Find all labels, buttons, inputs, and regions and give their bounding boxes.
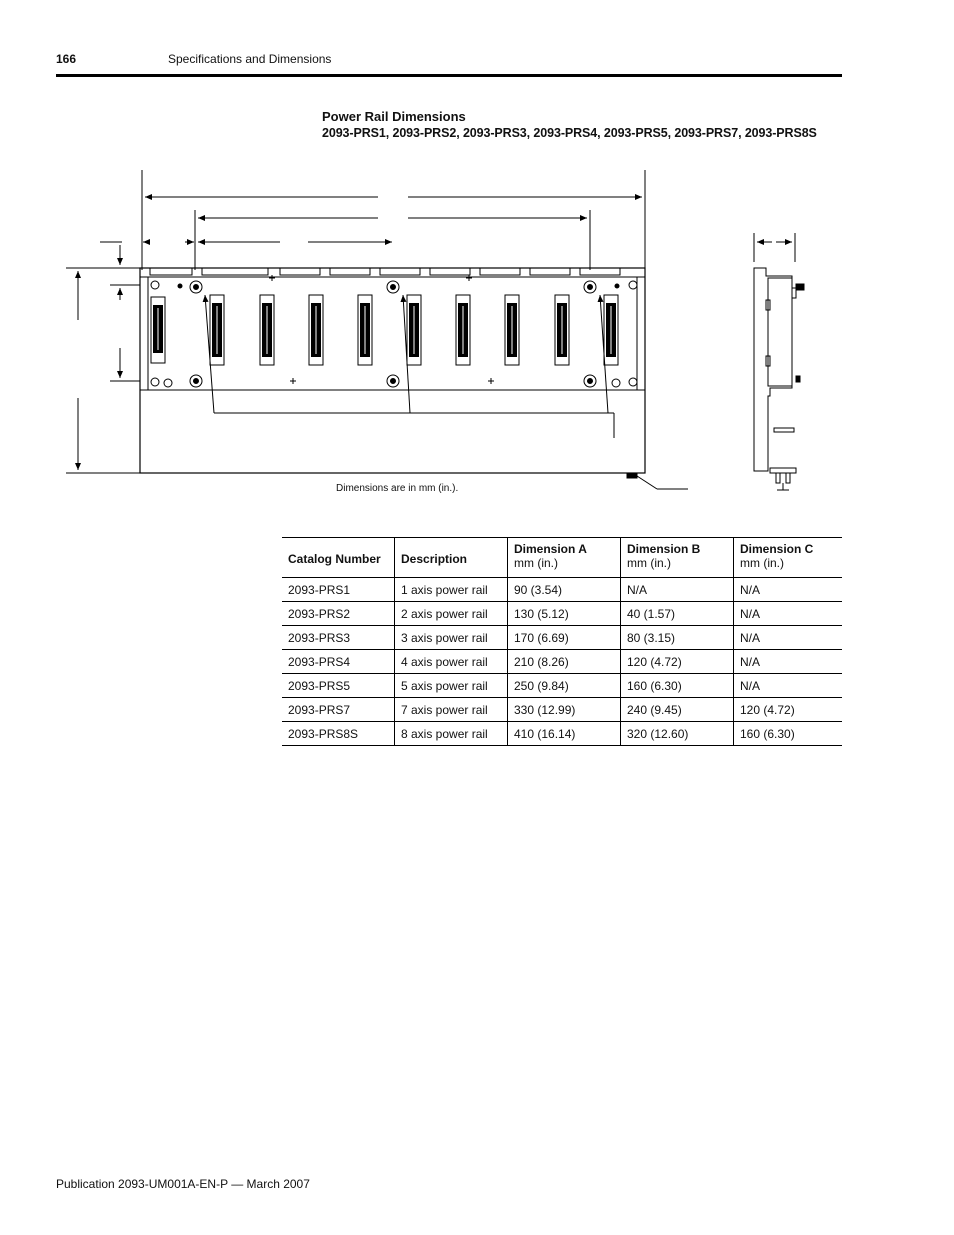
cell-dimension-a: 90 (3.54) <box>508 578 621 602</box>
col-dimension-a: Dimension A mm (in.) <box>508 538 621 578</box>
figure-subtitle: 2093-PRS1, 2093-PRS2, 2093-PRS3, 2093-PRS4, 2093-PRS5, 2093-PRS7, 2093-PRS8S <box>322 126 817 140</box>
cell-dimension-b: 40 (1.57) <box>621 602 734 626</box>
side-view <box>754 233 804 490</box>
connector-slots <box>151 295 618 365</box>
figure-title: Power Rail Dimensions <box>322 109 466 124</box>
cell-dimension-a: 250 (9.84) <box>508 674 621 698</box>
cell-description: 1 axis power rail <box>395 578 508 602</box>
cell-dimension-c: N/A <box>740 631 761 645</box>
table-row <box>282 626 842 650</box>
publication-footer: Publication 2093-UM001A-EN-P — March 2007 <box>56 1177 310 1191</box>
cell-catalog-number: 2093-PRS3 <box>282 626 395 650</box>
table-row <box>282 674 842 698</box>
table-row <box>282 650 842 674</box>
cell-description: 5 axis power rail <box>395 674 508 698</box>
cell-description: 4 axis power rail <box>395 650 508 674</box>
page-number: 166 <box>56 52 77 66</box>
cell-dimension-c: N/A <box>740 655 761 669</box>
table-row <box>282 698 842 722</box>
dimensions-table <box>282 537 842 746</box>
cell-dimension-a: 210 (8.26) <box>508 650 621 674</box>
col-catalog-number: Catalog Number <box>282 538 395 578</box>
dimension-b-line <box>195 210 590 270</box>
cell-dimension-a: 130 (5.12) <box>508 602 621 626</box>
cell-dimension-b: 240 (9.45) <box>621 698 734 722</box>
dimension-note: Dimensions are in mm (in.). <box>336 483 459 494</box>
table-row <box>282 722 842 746</box>
cell-description: 8 axis power rail <box>395 722 508 746</box>
cell-catalog-number: 2093-PRS4 <box>282 650 395 674</box>
cell-dimension-b: N/A <box>621 578 734 602</box>
table-header-row <box>282 538 842 578</box>
table-row <box>282 602 842 626</box>
cell-dimension-c: N/A <box>740 583 761 597</box>
table-row <box>282 578 842 602</box>
cell-catalog-number: 2093-PRS1 <box>282 578 395 602</box>
cell-dimension-b: 160 (6.30) <box>621 674 734 698</box>
cell-dimension-a: 330 (12.99) <box>508 698 621 722</box>
cell-dimension-c: N/A <box>740 607 761 621</box>
cell-dimension-b: 320 (12.60) <box>621 722 734 746</box>
cell-catalog-number: 2093-PRS8S <box>282 722 395 746</box>
cell-dimension-c: 120 (4.72) <box>740 703 795 717</box>
col-dimension-b: Dimension B mm (in.) <box>621 538 734 578</box>
height-dimension-lines <box>66 242 140 473</box>
cell-description: 2 axis power rail <box>395 602 508 626</box>
cell-catalog-number: 2093-PRS2 <box>282 602 395 626</box>
cell-dimension-a: 410 (16.14) <box>508 722 621 746</box>
cell-dimension-a: 170 (6.69) <box>508 626 621 650</box>
cell-dimension-b: 120 (4.72) <box>621 650 734 674</box>
cell-catalog-number: 2093-PRS7 <box>282 698 395 722</box>
cell-dimension-c: N/A <box>740 679 761 693</box>
cell-description: 7 axis power rail <box>395 698 508 722</box>
power-rail-drawing <box>0 0 954 500</box>
cell-dimension-c: 160 (6.30) <box>740 727 795 741</box>
cell-description: 3 axis power rail <box>395 626 508 650</box>
cell-catalog-number: 2093-PRS5 <box>282 674 395 698</box>
col-dimension-c: Dimension C mm (in.) <box>740 542 814 570</box>
col-description: Description <box>395 538 508 578</box>
cell-dimension-b: 80 (3.15) <box>621 626 734 650</box>
section-title: Specifications and Dimensions <box>168 52 332 66</box>
dimension-a-line <box>142 170 645 270</box>
